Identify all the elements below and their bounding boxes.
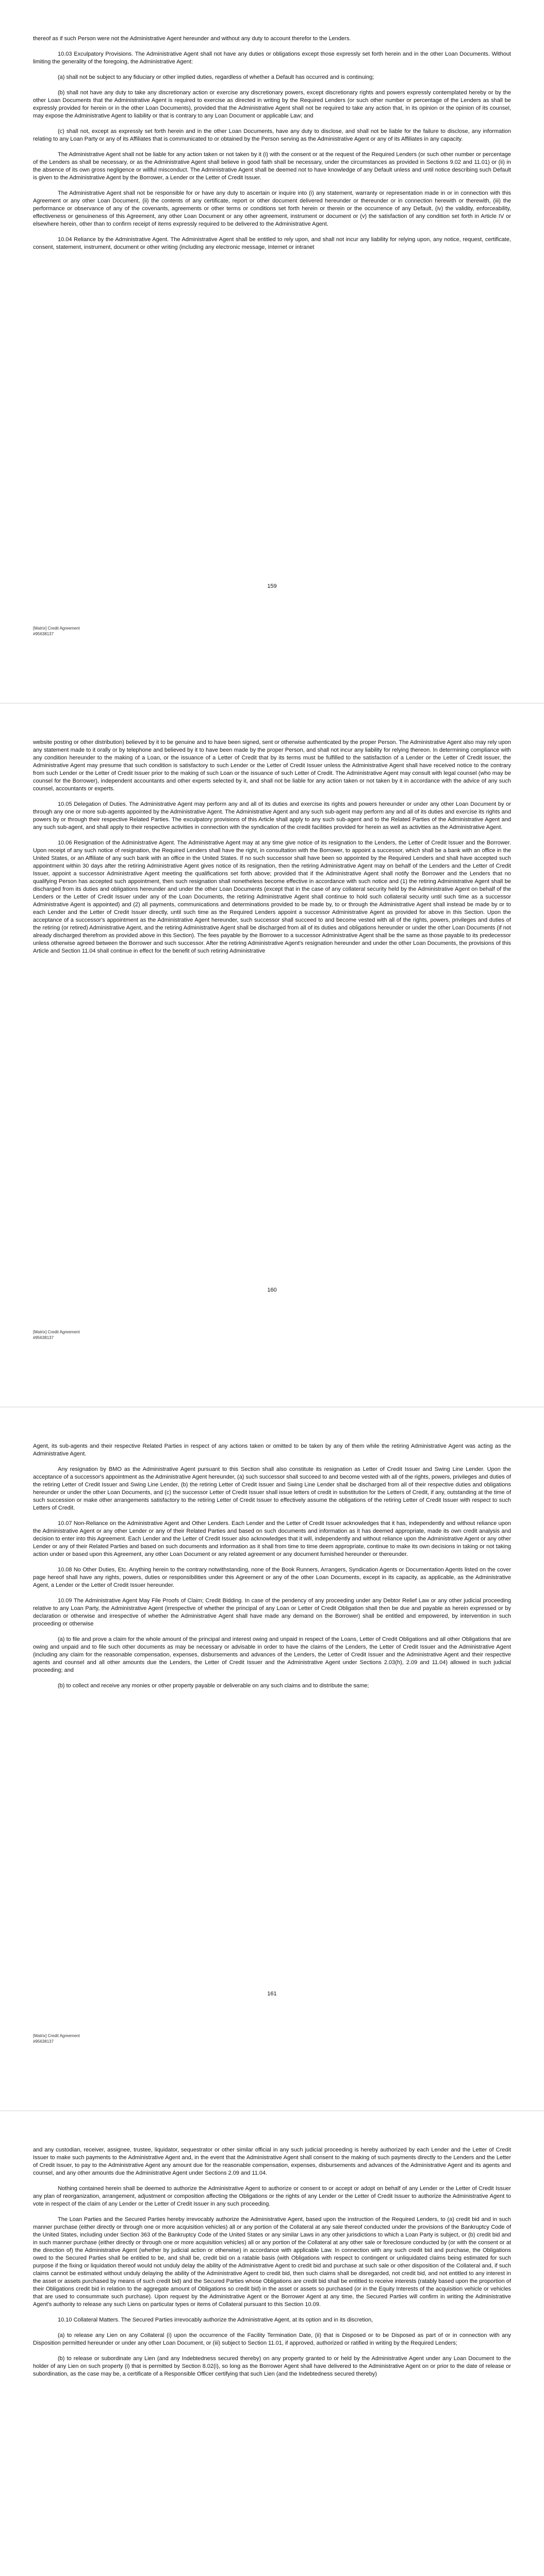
page-body xyxy=(33,35,511,259)
section-paragraph: 10.03 Exculpatory Provisions. The Administrative Agent shall not have any duties or obligations except those expressly set forth herein and in the other Loan Documents. Without limiting the generality of the foregoing, the Administrative Agent: xyxy=(33,51,511,65)
clause-paragraph: (b) to release or subordinate any Lien (and any Indebtedness secured thereby) on any property granted to or held by the Administrative Agent under any Loan Document to the holder of any Lien on such property (i) that is permitted by Section 8.02(i), so long as the Borrower Agent shall have delivered to the Administrative Agent on or prior to the date of release or subordination, as the case may be, a certificate of a Responsible Officer certifying that such Lien (and the Indebtedness secured thereby) xyxy=(33,2355,511,2377)
page-footer xyxy=(33,2033,80,2044)
footer-title: [Matrix] Credit Agreement xyxy=(33,626,80,631)
section-paragraph: 10.04 Reliance by the Administrative Agent. The Administrative Agent shall be entitled to rely upon, and shall not incur any liability for relying upon, any notice, request, certificate, consent, statement, instrument, document or other writing (including any electronic message, Internet or intranet xyxy=(33,236,511,250)
footer-code: #95638137 xyxy=(33,632,54,636)
section-paragraph: 10.09 The Administrative Agent May File Proofs of Claim; Credit Bidding. In case of the pendency of any proceeding under any Debtor Relief Law or any other judicial proceeding relative to any Loan Party, the Administrative Agent (irrespective of whether the principal of any Loan or Letter of Credit Obligation shall then be due and payable as herein expressed or by declaration or otherwise and irrespective of whether the Administrative Agent shall have made any demand on the Borrower) shall be entitled and empowered, by intervention in such proceeding or otherwise xyxy=(33,1598,511,1627)
clause-paragraph: (c) shall not, except as expressly set forth herein and in the other Loan Documents, have any duty to disclose, and shall not be liable for the failure to disclose, any information relating to any Loan Party or any of its Affiliates that is communicated to or obtained by the Person serving as the Administrative Agent or any of its Affiliates in any capacity. xyxy=(33,128,511,142)
page-number: 159 xyxy=(267,583,277,589)
footer-code: #95638137 xyxy=(33,1335,54,1340)
paragraph: The Administrative Agent shall not be responsible for or have any duty to ascertain or inquire into (i) any statement, warranty or representation made in or in connection with this Agreement or any other Loan Document, (ii) the contents of any certificate, report or other document delivered hereunder or thereunder or in connection herewith or therewith, (iii) the performance or observance of any of the covenants, agreements or other terms or conditions set forth herein or therein or the occurrence of any Default, (iv) the validity, enforceability, effectiveness or genuineness of this Agreement, any other Loan Document or any other agreement, instrument or document or (v) the satisfaction of any condition set forth in Article IV or elsewhere herein, other than to confirm receipt of items expressly required to be delivered to the Administrative Agent. xyxy=(33,190,511,227)
page-footer xyxy=(33,625,80,637)
page-footer xyxy=(33,1329,80,1341)
clause-paragraph: (a) to release any Lien on any Collateral (i) upon the occurrence of the Facility Termination Date, (ii) that is Disposed or to be Disposed as part of or in connection with any Disposition permitted hereunder or under any other Loan Document, or (iii) subject to Section 11.01, if approved, authorized or ratified in writing by the Required Lenders; xyxy=(33,2332,511,2346)
page-body xyxy=(33,739,511,963)
paragraph: and any custodian, receiver, assignee, trustee, liquidator, sequestrator or other similar official in any such judicial proceeding is hereby authorized by each Lender and the Letter of Credit Issuer to make such payments to the Administrative Agent and, in the event that the Administrative Agent shall consent to the making of such payments directly to the Lenders and the Letter of Credit Issuer, to pay to the Administrative Agent any amount due for the reasonable compensation, expenses, disbursements and advances of the Administrative Agent and its agents and counsel, and any other amounts due the Administrative Agent under Sections 2.09 and 11.04. xyxy=(33,2147,511,2176)
paragraph: The Administrative Agent shall not be liable for any action taken or not taken by it (i) with the consent or at the request of the Required Lenders (or such other number or percentage of the Lenders as shall be necessary, or as the Administrative Agent shall believe in good faith shall be necessary, under the circumstances as provided in Sections 9.02 and 11.01) or (ii) in the absence of its own gross negligence or willful misconduct. The Administrative Agent shall be deemed not to have knowledge of any Default unless and until notice describing such Default is given to the Administrative Agent by the Borrower, a Lender or the Letter of Credit Issuer. xyxy=(33,151,511,181)
paragraph: The Loan Parties and the Secured Parties hereby irrevocably authorize the Administrative Agent, based upon the instruction of the Required Lenders, to (a) credit bid and in such manner purchase (either directly or through one or more acquisition vehicles) all or any portion of the Collateral at any sale thereof conducted under the provisions of the Bankruptcy Code of the United States, including under Section 363 of the Bankruptcy Code of the United States or any similar Laws in any other jurisdictions to which a Loan Party is subject, or (b) credit bid and in such manner purchase (either directly or through one or more acquisition vehicles) all or any portion of the Collateral at any other sale or foreclosure conducted by (or with the consent or at the direction of) the Administrative Agent (whether by judicial action or otherwise) in accordance with applicable Law. In connection with any such credit bid and purchase, the Obligations owed to the Secured Parties shall be entitled to be, and shall be, credit bid on a ratable basis (with Obligations with respect to contingent or unliquidated claims being estimated for such purpose if the fixing or liquidation thereof would not unduly delay the ability of the Administrative Agent to credit bid and purchase at such sale or other disposition of the Collateral and, if such claims cannot be estimated without unduly delaying the ability of the Administrative Agent to credit bid, then such claims shall be disregarded, not credit bid, and not entitled to any interest in the asset or assets purchased by means of such credit bid) and the Secured Parties whose Obligations are credit bid shall be entitled to receive interests (ratably based upon the proportion of their Obligations credit bid in relation to the aggregate amount of Obligations so credit bid) in the asset or assets so purchased (or in the Equity Interests of the acquisition vehicle or vehicles that are used to consummate such purchase). Upon request by the Administrative Agent or the Borrower Agent at any time, the Secured Parties will confirm in writing the Administrative Agent's authority to release any such Liens on particular types or items of Collateral pursuant to this Section 10.09. xyxy=(33,2216,511,2308)
paragraph: website posting or other distribution) believed by it to be genuine and to have been signed, sent or otherwise authenticated by the proper Person. The Administrative Agent also may rely upon any statement made to it orally or by telephone and believed by it to have been made by the proper Person, and shall not incur any liability for relying thereon. In determining compliance with any condition hereunder to the making of a Loan, or the issuance of a Letter of Credit that by its terms must be fulfilled to the satisfaction of a Lender or the Letter of Credit Issuer, the Administrative Agent may presume that such condition is satisfactory to such Lender or the Letter of Credit Issuer unless the Administrative Agent shall have received notice to the contrary from such Lender or the Letter of Credit Issuer prior to the making of such Loan or the issuance of such Letter of Credit. The Administrative Agent may consult with legal counsel (who may be counsel for the Borrower), independent accountants and other experts selected by it, and shall not be liable for any action taken or not taken by it in accordance with the advice of any such counsel, accountants or experts. xyxy=(33,739,511,792)
clause-paragraph: (b) shall not have any duty to take any discretionary action or exercise any discretionary powers, except discretionary rights and powers expressly contemplated hereby or by the other Loan Documents that the Administrative Agent is required to exercise as directed in writing by the Required Lenders (or such other number or percentage of the Lenders as shall be expressly provided for herein or in the other Loan Documents), provided that the Administrative Agent shall not be required to take any action that, in its opinion or the opinion of its counsel, may expose the Administrative Agent to liability or that is contrary to any Loan Document or applicable Law; and xyxy=(33,90,511,119)
clause-paragraph: (a) to file and prove a claim for the whole amount of the principal and interest owing and unpaid in respect of the Loans, Letter of Credit Obligations and all other Obligations that are owing and unpaid and to file such other documents as may be necessary or advisable in order to have the claims of the Lenders, the Letter of Credit Issuer and the Administrative Agent (including any claim for the reasonable compensation, expenses, disbursements and advances of the Lenders, the Letter of Credit Issuer and the Administrative Agent and their respective agents and counsel and all other amounts due the Lenders, the Letter of Credit Issuer and the Administrative Agent under Sections 2.03(h), 2.09 and 11.04) allowed in such judicial proceeding; and xyxy=(33,1636,511,1673)
document-page xyxy=(0,1408,544,2111)
paragraph: thereof as if such Person were not the Administrative Agent hereunder and without any duty to account therefor to the Lenders. xyxy=(33,36,351,42)
section-paragraph: 10.05 Delegation of Duties. The Administrative Agent may perform any and all of its duties and exercise its rights and powers hereunder or under any other Loan Document by or through any one or more sub-agents appointed by the Administrative Agent. The Administrative Agent and any such sub-agent may perform any and all of its duties and exercise its rights and powers by or through their respective Related Parties. The exculpatory provisions of this Article shall apply to any such sub-agent and to the Related Parties of the Administrative Agent and any such sub-agent, and shall apply to their respective activities in connection with the syndication of the credit facilities provided for herein as well as activities as the Administrative Agent. xyxy=(33,801,511,831)
footer-code: #95638137 xyxy=(33,2039,54,2044)
paragraph: Any resignation by BMO as the Administrative Agent pursuant to this Section shall also constitute its resignation as Letter of Credit Issuer and Swing Line Lender. Upon the acceptance of a successor's appointment as the Administrative Agent hereunder, (a) such successor shall succeed to and become vested with all of the rights, powers, privileges and duties of the retiring Letter of Credit Issuer and Swing Line Lender, (b) the retiring Letter of Credit Issuer and Swing Line Lender shall be discharged from all of their respective duties and obligations hereunder or under the other Loan Documents, and (c) the successor Letter of Credit Issuer shall issue letters of credit in substitution for the Letters of Credit, if any, outstanding at the time of such succession or make other arrangements satisfactory to the retiring Letter of Credit Issuer to effectively assume the obligations of the retiring Letter of Credit Issuer with respect to such Letters of Credit. xyxy=(33,1466,511,1511)
footer-title: [Matrix] Credit Agreement xyxy=(33,1330,80,1334)
section-paragraph: 10.06 Resignation of the Administrative Agent. The Administrative Agent may at any time give notice of its resignation to the Lenders, the Letter of Credit Issuer and the Borrower. Upon receipt of any such notice of resignation, the Required Lenders shall have the right, in consultation with the Borrower, to appoint a successor, which shall be a bank with an office in the United States, or an Affiliate of any such bank with an office in the United States. If no such successor shall have been so appointed by the Required Lenders and shall have accepted such appointment within 30 days after the retiring Administrative Agent gives notice of its resignation, then the retiring Administrative Agent may on behalf of the Lenders and the Letter of Credit Issuer, appoint a successor Administrative Agent meeting the qualifications set forth above; provided that if the Administrative Agent shall notify the Borrower and the Lenders that no qualifying Person has accepted such appointment, then such resignation shall nonetheless become effective in accordance with such notice and (1) the retiring Administrative Agent shall be discharged from its duties and obligations hereunder and under the other Loan Documents (except that in the case of any collateral security held by the Administrative Agent on behalf of the Lenders or the Letter of Credit Issuer under any of the Loan Documents, the retiring Administrative Agent shall continue to hold such collateral security until such time as a successor Administrative Agent is appointed) and (2) all payments, communications and determinations provided to be made by, to or through the Administrative Agent shall instead be made by or to each Lender and the Letter of Credit Issuer directly, until such time as the Required Lenders appoint a successor Administrative Agent as provided for above in this Section. Upon the acceptance of a successor's appointment as the Administrative Agent hereunder, such successor shall succeed to and become vested with all of the rights, powers, privileges and duties of the retiring (or retired) Administrative Agent, and the retiring Administrative Agent shall be discharged from all of its duties and obligations hereunder or under the other Loan Documents (if not already discharged therefrom as provided above in this Section). The fees payable by the Borrower to a successor Administrative Agent shall be the same as those payable to its predecessor unless otherwise agreed between the Borrower and such successor. After the retiring Administrative Agent's resignation hereunder and under the other Loan Documents, the provisions of this Article and Section 11.04 shall continue in effect for the benefit of such retiring Administrative xyxy=(33,840,511,954)
page-number: 161 xyxy=(267,1991,277,1997)
page-number: 160 xyxy=(267,1287,277,1293)
paragraph: Nothing contained herein shall be deemed to authorize the Administrative Agent to authorize or consent to or accept or adopt on behalf of any Lender or the Letter of Credit Issuer any plan of reorganization, arrangement, adjustment or composition affecting the Obligations or the rights of any Lender or the Letter of Credit Issuer to authorize the Administrative Agent to vote in respect of the claim of any Lender or the Letter of Credit Issuer in any such proceeding. xyxy=(33,2185,511,2207)
footer-title: [Matrix] Credit Agreement xyxy=(33,2033,80,2038)
document-page xyxy=(0,704,544,1407)
document-page xyxy=(0,0,544,703)
section-paragraph: 10.07 Non-Reliance on the Administrative Agent and Other Lenders. Each Lender and the Letter of Credit Issuer acknowledges that it has, independently and without reliance upon the Administrative Agent or any other Lender or any of their Related Parties and based on such documents and information as it has deemed appropriate, made its own credit analysis and decision to enter into this Agreement. Each Lender and the Letter of Credit Issuer also acknowledges that it will, independently and without reliance upon the Administrative Agent or any other Lender or any of their Related Parties and based on such documents and information as it shall from time to time deem appropriate, continue to make its own decisions in taking or not taking action under or based upon this Agreement, any other Loan Document or any related agreement or any document furnished hereunder or thereunder. xyxy=(33,1520,511,1557)
section-paragraph: 10.10 Collateral Matters. The Secured Parties irrevocably authorize the Administrative Agent, at its option and in its discretion, xyxy=(58,2317,373,2323)
document-page xyxy=(0,2111,544,2576)
clause-paragraph: (a) shall not be subject to any fiduciary or other implied duties, regardless of whether a Default has occurred and is continuing; xyxy=(58,74,374,80)
page-body xyxy=(33,1443,511,1698)
section-paragraph: 10.08 No Other Duties, Etc. Anything herein to the contrary notwithstanding, none of the Book Runners, Arrangers, Syndication Agents or Documentation Agents listed on the cover page hereof shall have any rights, powers, duties or responsibilities under this Agreement or any of the other Loan Documents, except in its capacity, as applicable, as the Administrative Agent, a Lender or the Letter of Credit Issuer hereunder. xyxy=(33,1567,511,1588)
clause-paragraph: (b) to collect and receive any monies or other property payable or deliverable on any such claims and to distribute the same; xyxy=(58,1683,369,1689)
page-body xyxy=(33,2146,511,2386)
paragraph: Agent, its sub-agents and their respective Related Parties in respect of any actions taken or omitted to be taken by any of them while the retiring Administrative Agent was acting as the Administrative Agent. xyxy=(33,1443,511,1457)
